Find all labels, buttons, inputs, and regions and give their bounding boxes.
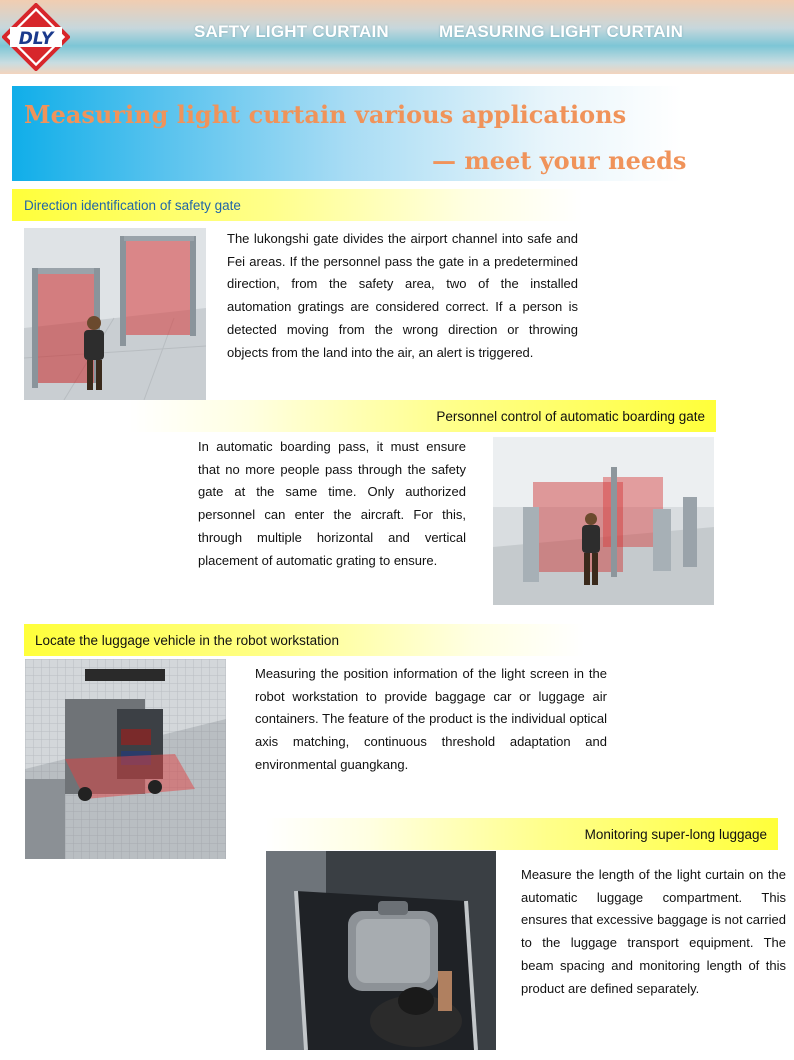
luggage-conveyor-photo (266, 851, 496, 1050)
section-heading: Monitoring super-long luggage (584, 827, 767, 842)
section-paragraph: Measure the length of the light curtain on the automatic luggage compartment. This ensures that excessive baggage is not carried to the luggage transport equipment. The beam spacing and monitoring length of this product are defined separately. (521, 867, 786, 996)
nav-measuring-light-curtain[interactable]: MEASURING LIGHT CURTAIN (439, 22, 684, 41)
robot-workstation-photo (25, 659, 226, 859)
section-heading: Locate the luggage vehicle in the robot workstation (35, 633, 339, 648)
banner-subtitle: — meet your needs (432, 146, 687, 175)
safety-gate-photo (24, 228, 206, 400)
dly-logo[interactable] (2, 3, 70, 71)
logo-text: DLY (18, 29, 54, 49)
banner-title: Measuring light curtain various applications (24, 100, 627, 129)
nav-safety-light-curtain[interactable]: SAFTY LIGHT CURTAIN (194, 22, 389, 41)
section-heading: Personnel control of automatic boarding gate (436, 409, 705, 424)
section-paragraph: Measuring the position information of the light screen in the robot workstation to provide baggage car or luggage air containers. The feature of the product is the individual optical axis matching, continuous threshold adaptation and environmental guangkang. (255, 666, 607, 772)
section-heading: Direction identification of safety gate (24, 198, 241, 213)
section-paragraph: The lukongshi gate divides the airport channel into safe and Fei areas. If the personnel pass the gate in a predetermined direction, from the safety area, two of the installed automation gratings are considered correct. If a person is detected moving from the wrong direction or throwing objects from the land into the air, an alert is triggered. (227, 231, 578, 360)
section-paragraph: In automatic boarding pass, it must ensure that no more people pass through the safety gate at the same time. Only authorized personnel can enter the aircraft. For this, through multiple horizontal and vertical placement of automatic grating to ensure. (198, 439, 466, 568)
boarding-gate-photo (493, 437, 714, 605)
